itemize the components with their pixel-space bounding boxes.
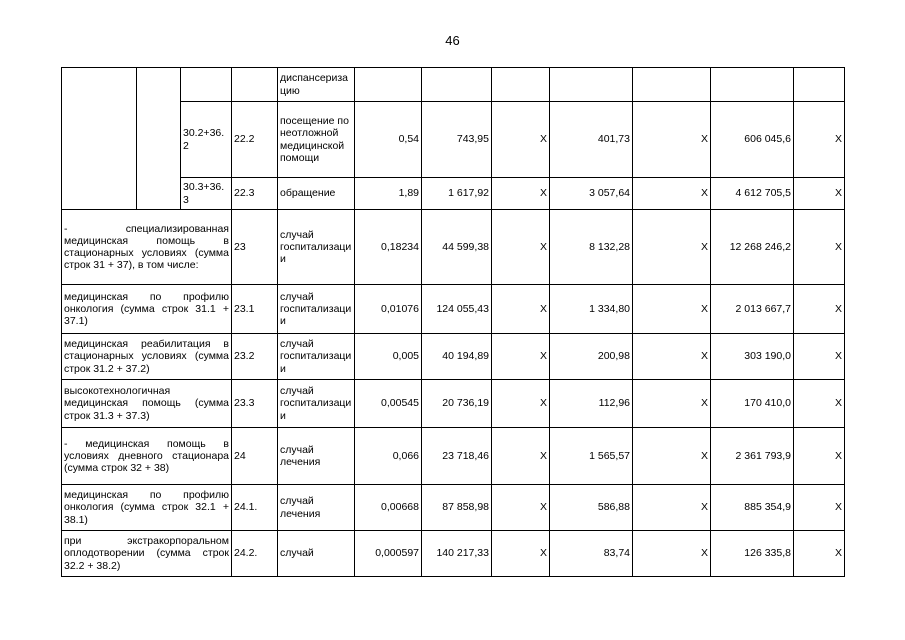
name-cell: - специализированная медицинская помощь в стационарных условиях (сумма строк 31 + 37), в том числе: <box>62 210 232 285</box>
x-cell: Х <box>794 210 845 285</box>
sum-per-capita-cell: 1 334,80 <box>550 285 633 334</box>
x-cell: Х <box>492 485 550 531</box>
sum-per-capita-cell: 401,73 <box>550 102 633 178</box>
row-number-cell: 23 <box>232 210 278 285</box>
x-cell: Х <box>633 178 711 210</box>
total-sum-cell: 126 335,8 <box>711 531 794 577</box>
sum-per-capita-cell: 1 565,57 <box>550 428 633 485</box>
sum-per-capita-cell: 8 132,28 <box>550 210 633 285</box>
x-cell: Х <box>633 428 711 485</box>
x-cell: Х <box>633 380 711 428</box>
norm-cell: 0,18234 <box>355 210 422 285</box>
total-sum-cell: 2 013 667,7 <box>711 285 794 334</box>
x-cell: Х <box>633 102 711 178</box>
norm-cell: 0,005 <box>355 334 422 380</box>
total-sum-cell: 2 361 793,9 <box>711 428 794 485</box>
x-cell: Х <box>794 380 845 428</box>
x-cell: Х <box>794 334 845 380</box>
name-cell: высокотехнологичная медицинская помощь (сумма строк 31.3 + 37.3) <box>62 380 232 428</box>
row-number-cell: 24.1. <box>232 485 278 531</box>
row-number-cell <box>232 68 278 102</box>
table-row <box>62 285 845 334</box>
cost-cell: 140 217,33 <box>422 531 492 577</box>
source-code-cell: 30.2+36.2 <box>181 102 232 178</box>
x-cell: Х <box>633 485 711 531</box>
norm-cell: 0,000597 <box>355 531 422 577</box>
unit-cell: случай госпитализации <box>278 285 355 334</box>
norm-cell <box>355 68 422 102</box>
sum-per-capita-cell: 83,74 <box>550 531 633 577</box>
norm-cell: 0,54 <box>355 102 422 178</box>
row-number-cell: 23.1 <box>232 285 278 334</box>
source-code-cell: 30.3+36.3 <box>181 178 232 210</box>
norm-cell: 0,01076 <box>355 285 422 334</box>
total-sum-cell <box>711 68 794 102</box>
norm-cell: 1,89 <box>355 178 422 210</box>
x-cell: Х <box>492 285 550 334</box>
x-cell: Х <box>492 380 550 428</box>
cost-cell: 1 617,92 <box>422 178 492 210</box>
x-cell <box>492 68 550 102</box>
table-row <box>62 210 845 285</box>
unit-cell: случай <box>278 531 355 577</box>
total-sum-cell: 885 354,9 <box>711 485 794 531</box>
row-number-cell: 24.2. <box>232 531 278 577</box>
unit-cell: посещение по неотложной медицинской помощи <box>278 102 355 178</box>
sum-per-capita-cell: 586,88 <box>550 485 633 531</box>
total-sum-cell: 606 045,6 <box>711 102 794 178</box>
cost-cell: 124 055,43 <box>422 285 492 334</box>
row-number-cell: 23.3 <box>232 380 278 428</box>
row-number-cell: 23.2 <box>232 334 278 380</box>
source-code-cell <box>181 68 232 102</box>
row-number-cell: 22.3 <box>232 178 278 210</box>
sum-per-capita-cell: 112,96 <box>550 380 633 428</box>
table-row <box>62 380 845 428</box>
name-cell: медицинская по профилю онкология (сумма строк 31.1 + 37.1) <box>62 285 232 334</box>
row-number-cell: 22.2 <box>232 102 278 178</box>
table-row <box>62 531 845 577</box>
table-row <box>62 334 845 380</box>
x-cell: Х <box>492 178 550 210</box>
unit-cell: обращение <box>278 178 355 210</box>
name-cell <box>62 68 137 210</box>
name-cell: медицинская реабилитация в стационарных условиях (сумма строк 31.2 + 37.2) <box>62 334 232 380</box>
row-number-cell: 24 <box>232 428 278 485</box>
x-cell: Х <box>492 210 550 285</box>
x-cell <box>633 68 711 102</box>
x-cell: Х <box>492 334 550 380</box>
cost-cell: 40 194,89 <box>422 334 492 380</box>
x-cell <box>794 68 845 102</box>
table-row <box>62 485 845 531</box>
cost-cell: 44 599,38 <box>422 210 492 285</box>
x-cell: Х <box>633 210 711 285</box>
x-cell: Х <box>794 531 845 577</box>
x-cell: Х <box>794 102 845 178</box>
x-cell: Х <box>794 285 845 334</box>
unit-cell: случай лечения <box>278 428 355 485</box>
x-cell: Х <box>794 428 845 485</box>
x-cell: Х <box>794 178 845 210</box>
name-cell: - медицинская помощь в условиях дневного стационара (сумма строк 32 + 38) <box>62 428 232 485</box>
cost-cell: 743,95 <box>422 102 492 178</box>
table-row <box>62 68 845 102</box>
cost-cell: 87 858,98 <box>422 485 492 531</box>
norm-cell: 0,00545 <box>355 380 422 428</box>
page-number: 46 <box>445 33 460 48</box>
x-cell: Х <box>633 531 711 577</box>
unit-cell: случай госпитализации <box>278 210 355 285</box>
blank-cell <box>137 68 181 210</box>
total-sum-cell: 170 410,0 <box>711 380 794 428</box>
sum-per-capita-cell: 200,98 <box>550 334 633 380</box>
x-cell: Х <box>492 428 550 485</box>
sum-per-capita-cell <box>550 68 633 102</box>
unit-cell: случай госпитализации <box>278 334 355 380</box>
total-sum-cell: 303 190,0 <box>711 334 794 380</box>
norm-cell: 0,00668 <box>355 485 422 531</box>
name-cell: при экстракорпоральном оплодотворении (сумма строк 32.2 + 38.2) <box>62 531 232 577</box>
name-cell: медицинская по профилю онкология (сумма строк 32.1 + 38.1) <box>62 485 232 531</box>
x-cell: Х <box>633 334 711 380</box>
norm-cell: 0,066 <box>355 428 422 485</box>
total-sum-cell: 4 612 705,5 <box>711 178 794 210</box>
cost-cell <box>422 68 492 102</box>
total-sum-cell: 12 268 246,2 <box>711 210 794 285</box>
sum-per-capita-cell: 3 057,64 <box>550 178 633 210</box>
table-row <box>62 428 845 485</box>
x-cell: Х <box>794 485 845 531</box>
financial-table <box>61 67 845 577</box>
x-cell: Х <box>492 531 550 577</box>
unit-cell: диспансеризацию <box>278 68 355 102</box>
x-cell: Х <box>633 285 711 334</box>
unit-cell: случай лечения <box>278 485 355 531</box>
cost-cell: 20 736,19 <box>422 380 492 428</box>
x-cell: Х <box>492 102 550 178</box>
cost-cell: 23 718,46 <box>422 428 492 485</box>
unit-cell: случай госпитализации <box>278 380 355 428</box>
